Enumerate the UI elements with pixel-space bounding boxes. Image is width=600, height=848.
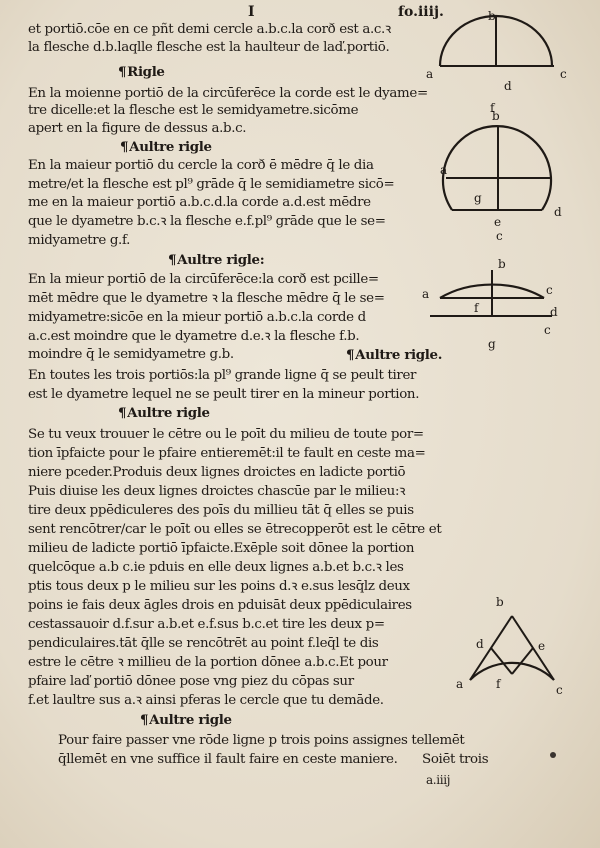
paragraph-mark-icon: ¶ bbox=[118, 405, 127, 421]
text-line: sent rencōtrer/car le poīt ou elles se ētrecopperōt est le cētre et bbox=[28, 522, 442, 537]
heading-label: Aultre rigle bbox=[127, 405, 210, 421]
figure-label: f bbox=[496, 677, 501, 691]
text-line: En la mieur portiō de la circūferēce:la corð est pcille= bbox=[28, 272, 379, 287]
figure-label: c bbox=[496, 229, 503, 243]
folio-number: fo.iiij. bbox=[398, 4, 444, 20]
section-heading bbox=[120, 139, 212, 155]
perpendicular-ef bbox=[512, 648, 533, 674]
paragraph-mark-icon: ¶ bbox=[168, 252, 177, 268]
figure-label: d bbox=[504, 79, 512, 93]
text-line: pfaire laď portiō dōnee pose vng piez du cōpas sur bbox=[28, 674, 354, 689]
text-line: me en la maieur portiō a.b.c.d.la corde a.d.est mēdre bbox=[28, 195, 371, 210]
figure-label: e bbox=[494, 215, 502, 229]
text-line: niere pceder.Produis deux lignes droictes en ladicte portiō bbox=[28, 465, 406, 480]
figure-label: c bbox=[546, 283, 553, 297]
paragraph-mark-icon: ¶ bbox=[346, 347, 355, 363]
heading-label: Aultre rigle: bbox=[177, 252, 265, 268]
figure-label: b bbox=[498, 257, 506, 271]
signature-mark: I bbox=[248, 4, 255, 20]
given-arc bbox=[470, 663, 554, 680]
figure-label: b bbox=[492, 109, 500, 123]
text-line: est le dyametre lequel ne se peult tirer en la mineur portion. bbox=[28, 387, 420, 402]
text-line: En toutes les trois portiōs:la pl⁹ grande ligne q̄ se peult tirer bbox=[28, 368, 417, 383]
text-line: mēt mēdre que le dyametre ꝛ la flesche mēdre q̄ le se= bbox=[28, 291, 385, 306]
figure-label: e bbox=[538, 639, 546, 653]
section-heading bbox=[118, 64, 165, 80]
text-line: cestassauoir d.f.sur a.b.et e.f.sus b.c.et tire les deux p= bbox=[28, 617, 385, 632]
figure-label: b bbox=[496, 595, 504, 609]
figure-label: f bbox=[474, 301, 479, 315]
text-line: moindre q̄ le semidyametre g.b. bbox=[28, 347, 234, 362]
semicircle-figure bbox=[420, 8, 580, 98]
figure-label: a bbox=[426, 67, 434, 81]
text-line: En la moienne portiō de la circūferēce la corde est le dyame= bbox=[28, 86, 428, 101]
section-heading bbox=[140, 712, 232, 728]
figure-label: c bbox=[560, 67, 567, 81]
catchword: Soiēt trois bbox=[422, 752, 489, 767]
figure-label: c bbox=[544, 323, 551, 337]
text-line: q̄llemēt en vne suffice il fault faire en ceste maniere. bbox=[58, 752, 398, 767]
figure-label: b bbox=[488, 9, 496, 23]
ink-spot bbox=[550, 752, 556, 758]
text-line: Se tu veux trouuer le cētre ou le poīt du milieu de toute por= bbox=[28, 427, 424, 442]
paragraph-mark-icon: ¶ bbox=[140, 712, 149, 728]
section-heading bbox=[168, 252, 264, 268]
perpendicular-df bbox=[491, 648, 512, 674]
paragraph-mark-icon: ¶ bbox=[120, 139, 129, 155]
text-line: et portiō.cōe en ce pñt demi cercle a.b.c.la corð est a.c.ꝛ bbox=[28, 22, 391, 37]
minor-portion-figure bbox=[422, 258, 582, 354]
figure-label: g bbox=[488, 337, 496, 351]
text-line: ptis tous deux p le milieu sur les poins d.ꝛ e.sus lesq̄lz deux bbox=[28, 579, 410, 594]
text-line: milieu de ladicte portiō īpfaicte.Exēple soit dōnee la portion bbox=[28, 541, 415, 556]
figure-label: f bbox=[490, 101, 495, 115]
figure-label: d bbox=[554, 205, 562, 219]
figure-label: a bbox=[440, 163, 448, 177]
text-line: que le dyametre b.c.ꝛ la flesche e.f.pl⁹ grāde que le se= bbox=[28, 214, 386, 229]
figure-label: a bbox=[422, 287, 430, 301]
text-line: tre dicelle:et la flesche est le semidyametre.sicōme bbox=[28, 103, 359, 118]
heading-label: Aultre rigle. bbox=[355, 347, 443, 363]
figure-label: a bbox=[456, 677, 464, 691]
text-line: estre le cētre ꝛ milliеu de la portion dōnee a.b.c.Et pour bbox=[28, 655, 388, 670]
text-line: tire deux ppēdiculeres des poīs du millieu tāt q̄ elles se puis bbox=[28, 503, 414, 518]
text-line: metre/et la flesche est pl⁹ grāde q̄ le semidiametre sicō= bbox=[28, 177, 395, 192]
signature-footer: a.iiij bbox=[426, 773, 451, 787]
section-heading bbox=[118, 405, 210, 421]
text-line: Pour faire passer vne rōde ligne p trois poins assignes tellemēt bbox=[58, 733, 465, 748]
text-line: quelcōque a.b c.ie pduis en elle deux lignes a.b.et b.c.ꝛ les bbox=[28, 560, 404, 575]
heading-label: Rigle bbox=[127, 64, 165, 80]
text-line: a.c.est moindre que le dyametre d.e.ꝛ la flesche f.b. bbox=[28, 329, 360, 344]
text-line: apert en la figure de dessus a.b.c. bbox=[28, 121, 247, 136]
text-line: f.et laultre sus a.ꝛ ainsi pferas le cercle que tu demāde. bbox=[28, 693, 384, 708]
text-line: En la maieur portiō du cercle la corð ē mēdre q̄ le dia bbox=[28, 158, 374, 173]
heading-label: Aultre rigle bbox=[149, 712, 232, 728]
text-line: midyametre:sicōe en la mieur portiō a.b.c.la corde d bbox=[28, 310, 366, 325]
heading-label: Aultre rigle bbox=[129, 139, 212, 155]
text-line: midyametre g.f. bbox=[28, 233, 130, 248]
text-line: pendiculaires.tāt q̄lle se rencōtrēt au point f.leq̄l te dis bbox=[28, 636, 379, 651]
text-line: la flesche d.b.laqlle flesche est la haulteur de laď.portiō. bbox=[28, 40, 390, 55]
figure-label: c bbox=[556, 683, 563, 697]
major-portion-figure bbox=[438, 101, 578, 248]
figure-label: d bbox=[550, 305, 558, 319]
text-line: Puis diuise les deux lignes droictes chascūe par le milieu:ꝛ bbox=[28, 484, 406, 499]
figure-label: d bbox=[476, 637, 484, 651]
text-line: poins ie fais deux āgles drois en pduisāt deux ppēdiculaires bbox=[28, 598, 412, 613]
text-line: tion īpfaicte pour le pfaire entieremēt:il te fault en ceste ma= bbox=[28, 446, 426, 461]
center-finding-figure bbox=[456, 596, 576, 706]
paragraph-mark-icon: ¶ bbox=[118, 64, 127, 80]
figure-label: g bbox=[474, 191, 482, 205]
